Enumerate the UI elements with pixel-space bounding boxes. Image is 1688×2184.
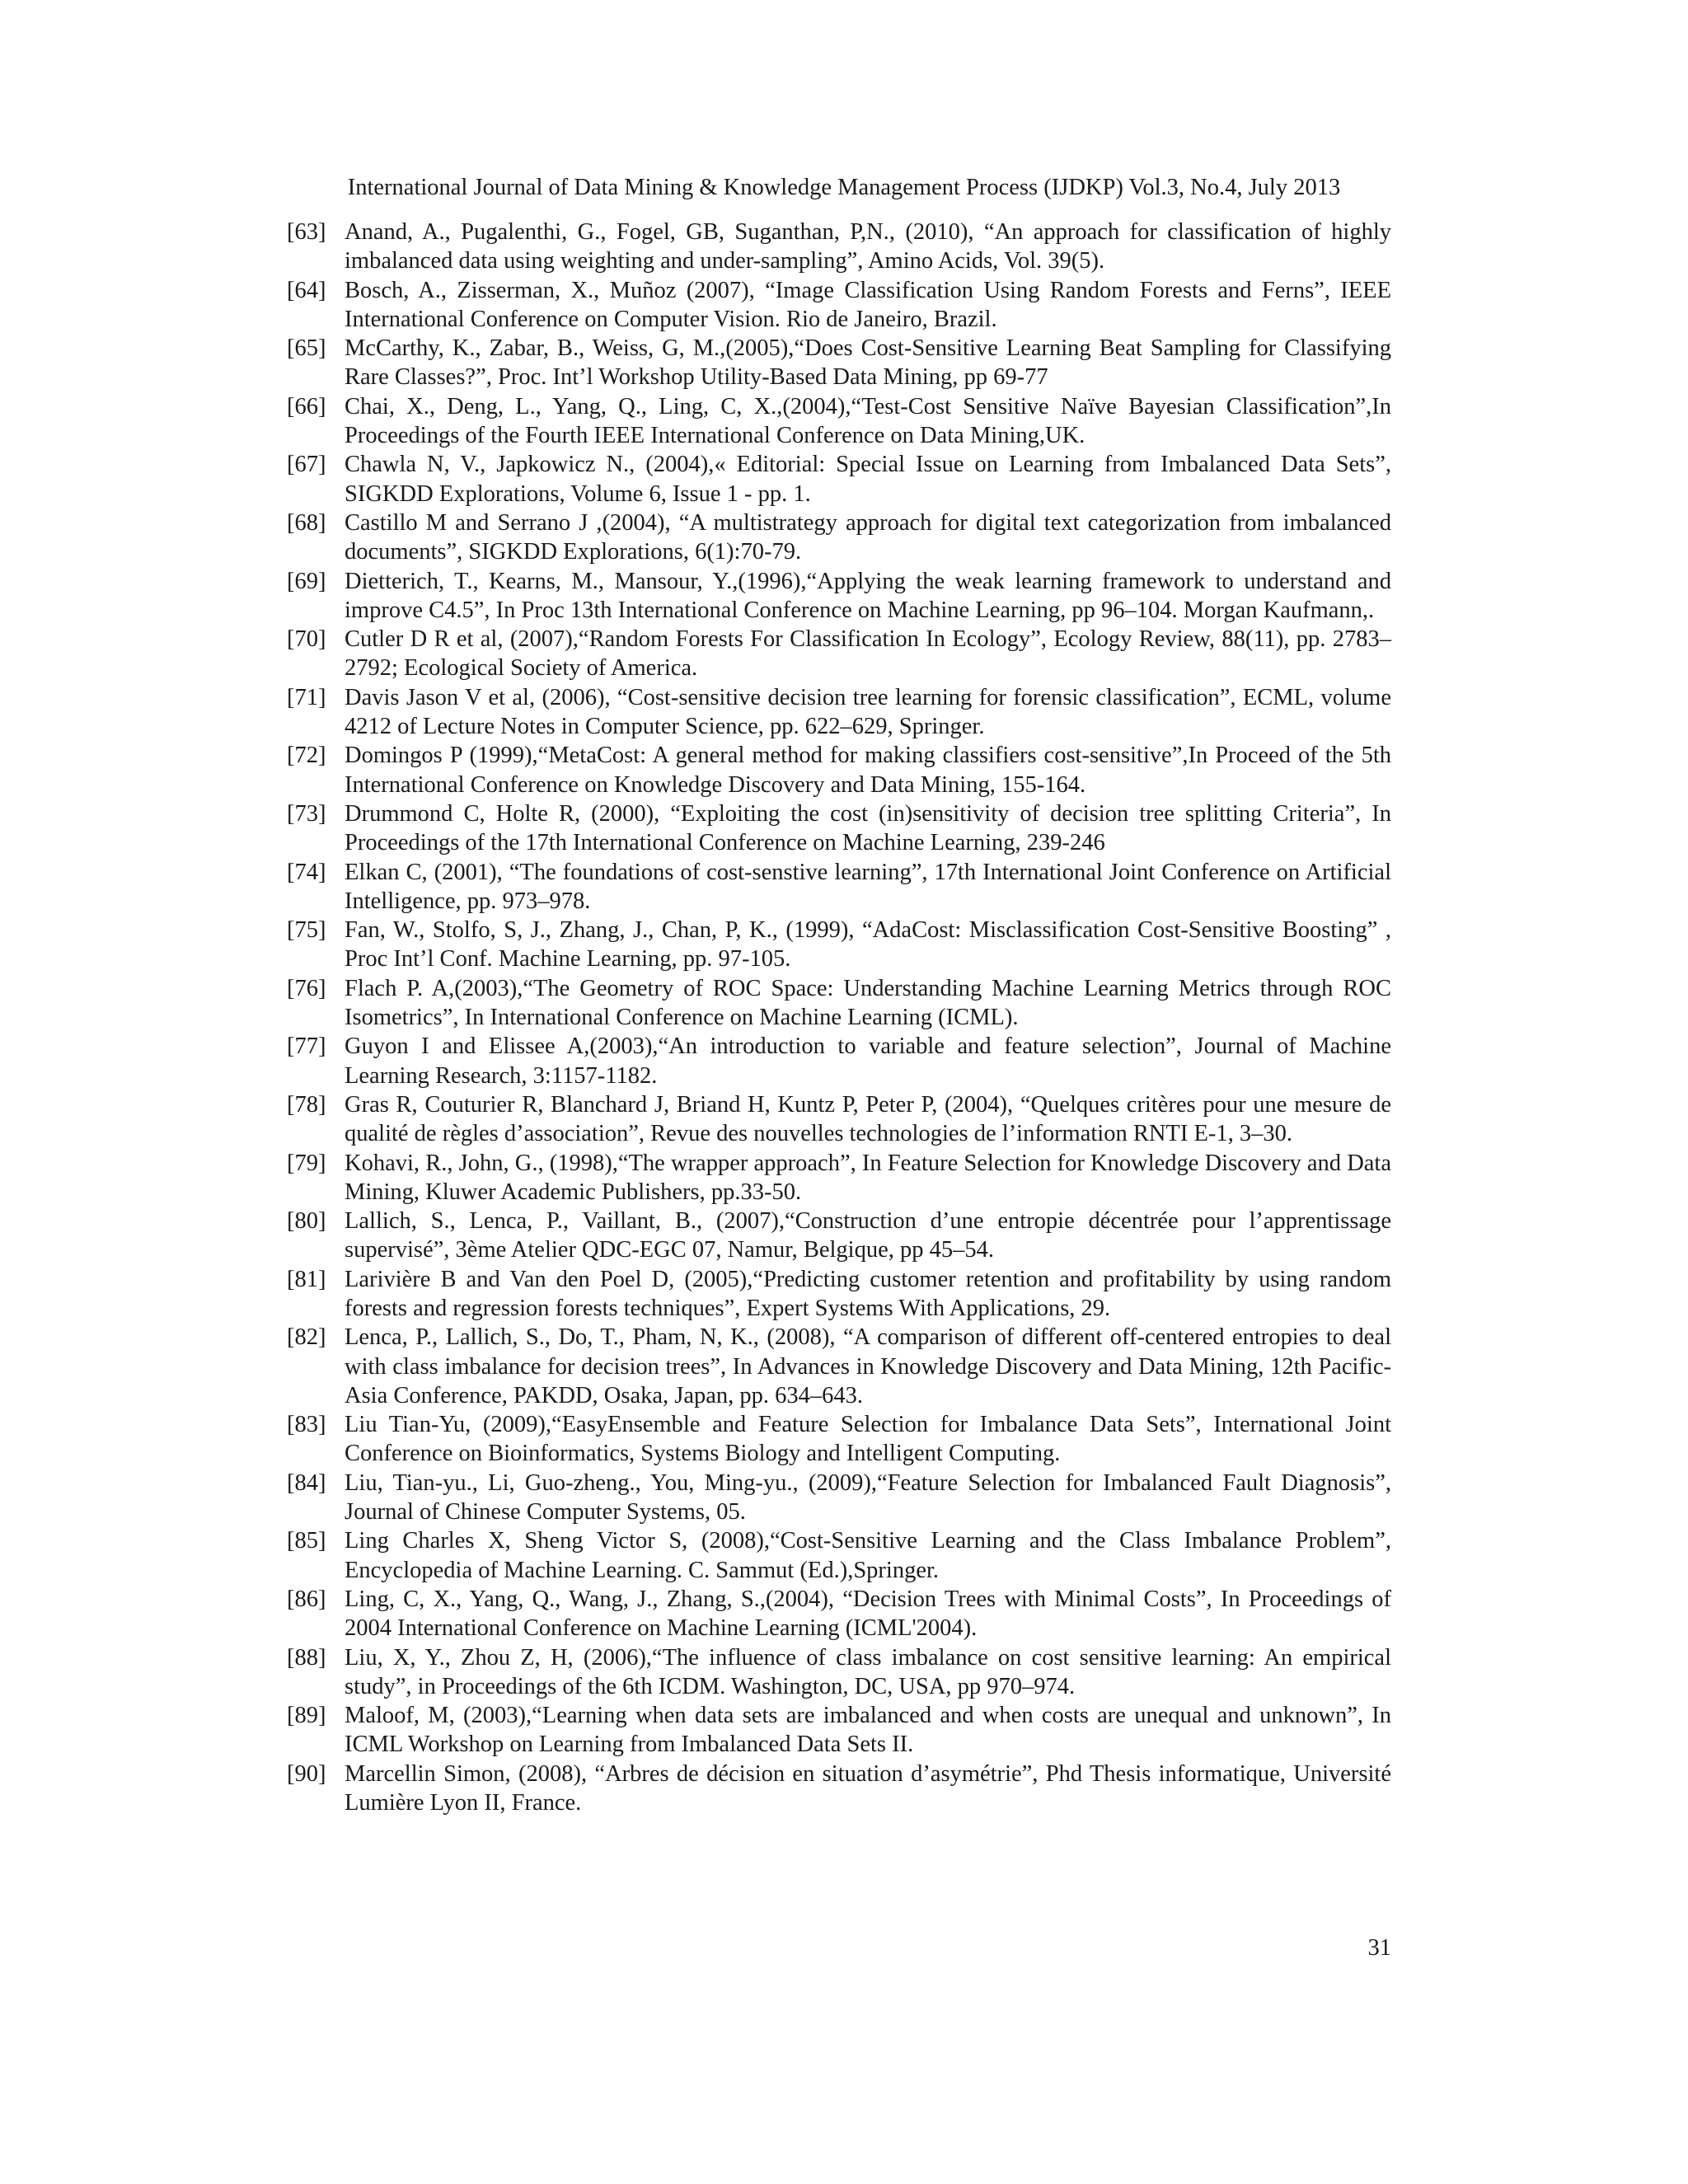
reference-entry <box>287 1760 1391 1818</box>
reference-number: [85] <box>287 1528 326 1554</box>
reference-text: Bosch, A., Zisserman, X., Muñoz (2007), “Image Classification Using Random Forests and Ferns”, IEEE International Conference on Computer Vision. Rio de Janeiro, Brazil. <box>345 277 1391 332</box>
reference-text: Larivière B and Van den Poel D, (2005),“Predicting customer retention and profitability by using random forests and regression forests techniques”, Expert Systems With Applications, 29. <box>345 1266 1391 1321</box>
reference-entry <box>287 1032 1391 1090</box>
reference-text: Lallich, S., Lenca, P., Vaillant, B., (2007),“Construction d’une entropie décentrée pour l’apprentissage supervisé”, 3ème Atelier QDC-EGC 07, Namur, Belgique, pp 45–54. <box>345 1208 1391 1263</box>
reference-number: [70] <box>287 626 326 653</box>
reference-number: [71] <box>287 684 326 710</box>
reference-number: [78] <box>287 1091 326 1118</box>
reference-text: Chawla N, V., Japkowicz N., (2004),« Editorial: Special Issue on Learning from Imbalanced Data Sets”, SIGKDD Explorations, Volume 6, Issue 1 - pp. 1. <box>345 452 1391 507</box>
reference-text: Liu, X, Y., Zhou Z, H, (2006),“The influence of class imbalance on cost sensitive learning: An empirical study”, in Proceedings of the 6th ICDM. Washington, DC, USA, pp 970–974. <box>345 1644 1391 1699</box>
reference-number: [84] <box>287 1469 326 1496</box>
reference-text: Castillo M and Serrano J ,(2004), “A multistrategy approach for digital text categorization from imbalanced documents”, SIGKDD Explorations, 6(1):70-79. <box>345 509 1391 565</box>
reference-number: [73] <box>287 800 326 827</box>
reference-number: [88] <box>287 1644 326 1671</box>
reference-number: [74] <box>287 859 326 885</box>
reference-text: Maloof, M, (2003),“Learning when data sets are imbalanced and when costs are unequal and unknown”, In ICML Workshop on Learning from Imbalanced Data Sets II. <box>345 1703 1391 1758</box>
reference-entry <box>287 741 1391 799</box>
reference-text: McCarthy, K., Zabar, B., Weiss, G, M.,(2005),“Does Cost-Sensitive Learning Beat Sampling for Classifying Rare Classes?”, Proc. Int’l Workshop Utility-Based Data Mining, pp 69-77 <box>345 335 1391 391</box>
reference-entry <box>287 974 1391 1033</box>
reference-entry <box>287 683 1391 742</box>
page-number: 31 <box>1367 1935 1391 1961</box>
reference-number: [89] <box>287 1703 326 1729</box>
reference-entry <box>287 276 1391 335</box>
reference-entry <box>287 509 1391 567</box>
reference-text: Flach P. A,(2003),“The Geometry of ROC Space: Understanding Machine Learning Metrics through ROC Isometrics”, In International Conference on Machine Learning (ICML). <box>345 975 1391 1031</box>
reference-number: [83] <box>287 1412 326 1438</box>
reference-entry <box>287 1090 1391 1149</box>
reference-entry <box>287 1323 1391 1410</box>
reference-entry <box>287 1643 1391 1702</box>
reference-entry <box>287 1207 1391 1265</box>
reference-text: Drummond C, Holte R, (2000), “Exploiting the cost (in)sensitivity of decision tree splitting Criteria”, In Proceedings of the 17th International Conference on Machine Learning, 239-246 <box>345 800 1391 856</box>
reference-number: [63] <box>287 219 326 245</box>
reference-number: [69] <box>287 568 326 594</box>
reference-number: [66] <box>287 393 326 419</box>
reference-entry <box>287 1469 1391 1527</box>
reference-number: [65] <box>287 335 326 362</box>
reference-entry <box>287 1149 1391 1207</box>
reference-number: [75] <box>287 917 326 944</box>
reference-number: [82] <box>287 1324 326 1351</box>
reference-number: [72] <box>287 743 326 769</box>
reference-text: Ling Charles X, Sheng Victor S, (2008),“Cost-Sensitive Learning and the Class Imbalance Problem”, Encyclopedia of Machine Learning. C. Sammut (Ed.),Springer. <box>345 1528 1391 1583</box>
reference-entry <box>287 625 1391 683</box>
reference-entry <box>287 1410 1391 1469</box>
reference-text: Fan, W., Stolfo, S, J., Zhang, J., Chan, P, K., (1999), “AdaCost: Misclassification Cost-Sensitive Boosting” , Proc Int’l Conf. Machine Learning, pp. 97-105. <box>345 917 1391 972</box>
reference-number: [64] <box>287 277 326 303</box>
reference-entry <box>287 858 1391 916</box>
reference-entry <box>287 916 1391 974</box>
reference-text: Ling, C, X., Yang, Q., Wang, J., Zhang, S.,(2004), “Decision Trees with Minimal Costs”, In Proceedings of 2004 International Conference on Machine Learning (ICML'2004). <box>345 1586 1391 1642</box>
reference-number: [67] <box>287 452 326 478</box>
reference-entry <box>287 1701 1391 1760</box>
reference-text: Dietterich, T., Kearns, M., Mansour, Y.,(1996),“Applying the weak learning framework to understand and improve C4.5”, In Proc 13th International Conference on Machine Learning, pp 96–104. Morgan Kaufmann,. <box>345 568 1391 623</box>
reference-entry <box>287 799 1391 858</box>
reference-number: [68] <box>287 509 326 536</box>
reference-list <box>287 218 1391 1817</box>
reference-text: Gras R, Couturier R, Blanchard J, Briand H, Kuntz P, Peter P, (2004), “Quelques critères pour une mesure de qualité de règles d’association”, Revue des nouvelles technologies de l’information RNTI E-1, 3–30. <box>345 1091 1391 1147</box>
reference-entry <box>287 450 1391 509</box>
reference-entry <box>287 1265 1391 1324</box>
reference-entry <box>287 218 1391 276</box>
reference-text: Anand, A., Pugalenthi, G., Fogel, GB, Suganthan, P,N., (2010), “An approach for classification of highly imbalanced data using weighting and under-sampling”, Amino Acids, Vol. 39(5). <box>345 219 1391 274</box>
reference-text: Chai, X., Deng, L., Yang, Q., Ling, C, X.,(2004),“Test-Cost Sensitive Naïve Bayesian Classification”,In Proceedings of the Fourth IEEE International Conference on Data Mining,UK. <box>345 393 1391 449</box>
reference-text: Liu Tian-Yu, (2009),“EasyEnsemble and Feature Selection for Imbalance Data Sets”, International Joint Conference on Bioinformatics, Systems Biology and Intelligent Computing. <box>345 1412 1391 1467</box>
reference-text: Guyon I and Elissee A,(2003),“An introduction to variable and feature selection”, Journal of Machine Learning Research, 3:1157-1182. <box>345 1033 1391 1089</box>
reference-number: [77] <box>287 1033 326 1060</box>
reference-number: [76] <box>287 975 326 1001</box>
reference-entry <box>287 567 1391 626</box>
reference-entry <box>287 1526 1391 1585</box>
reference-number: [80] <box>287 1208 326 1235</box>
reference-text: Elkan C, (2001), “The foundations of cost-senstive learning”, 17th International Joint Conference on Artificial Intelligence, pp. 973–978. <box>345 859 1391 914</box>
reference-text: Liu, Tian-yu., Li, Guo-zheng., You, Ming-yu., (2009),“Feature Selection for Imbalanced Fault Diagnosis”, Journal of Chinese Computer Systems, 05. <box>345 1469 1391 1526</box>
reference-number: [86] <box>287 1586 326 1612</box>
reference-entry <box>287 392 1391 451</box>
reference-text: Kohavi, R., John, G., (1998),“The wrapper approach”, In Feature Selection for Knowledge Discovery and Data Mining, Kluwer Academic Publishers, pp.33-50. <box>345 1150 1391 1205</box>
reference-entry <box>287 334 1391 392</box>
reference-text: Domingos P (1999),“MetaCost: A general method for making classifiers cost-sensitive”,In Proceed of the 5th International Conference on Knowledge Discovery and Data Mining, 155-164. <box>345 743 1391 798</box>
reference-text: Marcellin Simon, (2008), “Arbres de décision en situation d’asymétrie”, Phd Thesis informatique, Université Lumière Lyon II, France. <box>345 1760 1391 1816</box>
reference-text: Davis Jason V et al, (2006), “Cost-sensitive decision tree learning for forensic classification”, ECML, volume 4212 of Lecture Notes in Computer Science, pp. 622–629, Springer. <box>345 684 1391 740</box>
reference-text: Cutler D R et al, (2007),“Random Forests For Classification In Ecology”, Ecology Review, 88(11), pp. 2783–2792; Ecological Society of America. <box>345 626 1391 682</box>
journal-header <box>0 173 1688 203</box>
reference-text: Lenca, P., Lallich, S., Do, T., Pham, N, K., (2008), “A comparison of different off-centered entropies to deal with class imbalance for decision trees”, In Advances in Knowledge Discovery and Data Mining, 12th Pacific-Asia Conference, PAKDD, Osaka, Japan, pp. 634–643. <box>345 1324 1391 1408</box>
journal-header-text: International Journal of Data Mining & Knowledge Management Process (IJDKP) Vol.3, No.4, July 2013 <box>347 175 1341 200</box>
reference-entry <box>287 1585 1391 1643</box>
reference-number: [81] <box>287 1266 326 1292</box>
reference-number: [90] <box>287 1760 326 1787</box>
reference-number: [79] <box>287 1150 326 1176</box>
